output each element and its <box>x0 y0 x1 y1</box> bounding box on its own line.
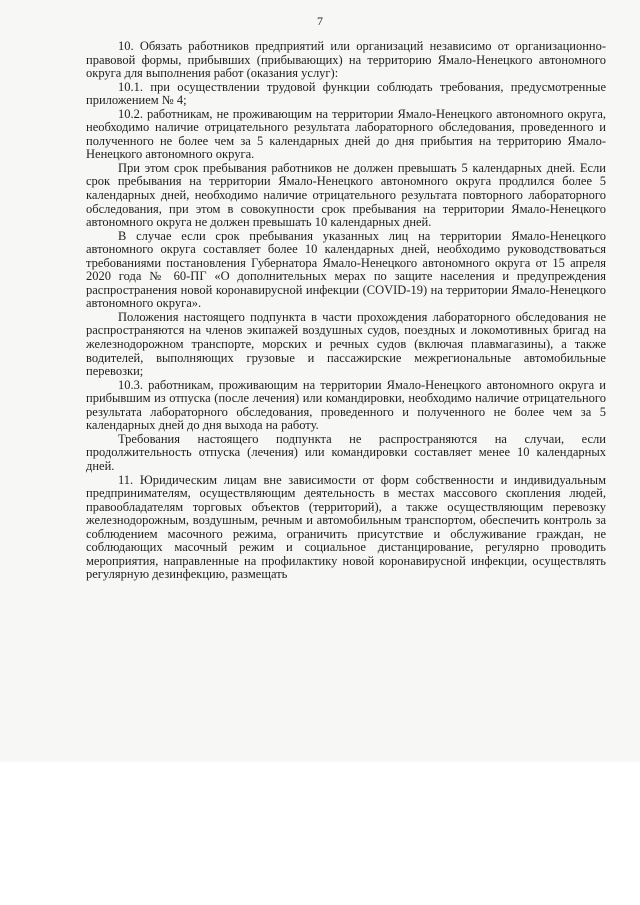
paragraph-10-3: 10.3. работникам, проживающим на территории Ямало-Ненецкого автономного округа и прибывшим из отпуска (после лечения) или командировки, необходимо наличие отрицательного результата лабораторного обследования, проведенного и полученного не более чем за 5 календарных дней до дня выхода на работу. <box>86 377 606 433</box>
paragraph-leave-exemption: Требования настоящего подпункта не распространяются на случаи, если продолжительность отпуска (лечения) или командировки составляет менее 10 календарных дней. <box>86 431 606 473</box>
paragraph-10: 10. Обязать работников предприятий или организаций независимо от организационно-правовой формы, прибывших (прибывающих) на территорию Ямало-Ненецкого автономного округа для выполнения работ (оказания услуг): <box>86 39 606 81</box>
document-body <box>86 40 606 582</box>
paragraph-stay-limit: При этом срок пребывания работников не должен превышать 5 календарных дней. Если срок пребывания на территории Ямало-Ненецкого автономного округа продлился более 5 календарных дней, необходимо наличие отрицательного результата повторного лабораторного обследования, при этом в совокупности срок пребывания на территории Ямало-Ненецкого автономного округа не должен превышать 10 календарных дней. <box>86 160 606 230</box>
paragraph-over-10-days: В случае если срок пребывания указанных лиц на территории Ямало-Ненецкого автономного округа составляет более 10 календарных дней, необходимо руководствоваться требованиями постановления Губернатора Ямало-Ненецкого автономного округа от 15 апреля 2020 года № 60-ПГ «О дополнительных мерах по защите населения и предупреждения распространения новой коронавирусной инфекции (COVID-19) на территории Ямало-Ненецкого автономного округа». <box>86 228 606 311</box>
paragraph-10-2: 10.2. работникам, не проживающим на территории Ямало-Ненецкого автономного округа, необходимо наличие отрицательного результата лабораторного обследования, проведенного и полученного не более чем за 5 календарных дней до дня прибытия на территорию Ямало-Ненецкого автономного округа. <box>86 106 606 162</box>
page-number: 7 <box>317 14 323 28</box>
paragraph-exemptions: Положения настоящего подпункта в части прохождения лабораторного обследования не распространяются на членов экипажей воздушных судов, поездных и локомотивных бригад на железнодорожном транспорте, морских и речных судов (включая плавмагазины), а также водителей, выполняющих грузовые и пассажирские межрегиональные автомобильные перевозки; <box>86 309 606 379</box>
paragraph-11: 11. Юридическим лицам вне зависимости от форм собственности и индивидуальным предпринимателям, осуществляющим деятельность в местах массового скопления людей, правообладателям торговых объектов (территорий), а также осуществляющим перевозку железнодорожным, воздушным, речным и автомобильным транспортом, обеспечить контроль за соблюдением масочного режима, ограничить присутствие и обслуживание граждан, не соблюдающих масочный режим и социальное дистанцирование, регулярно проводить мероприятия, направленные на профилактику новой коронавирусной инфекции, осуществлять регулярную дезинфекцию, размещать <box>86 472 606 582</box>
paragraph-10-1: 10.1. при осуществлении трудовой функции соблюдать требования, предусмотренные приложением № 4; <box>86 79 606 108</box>
